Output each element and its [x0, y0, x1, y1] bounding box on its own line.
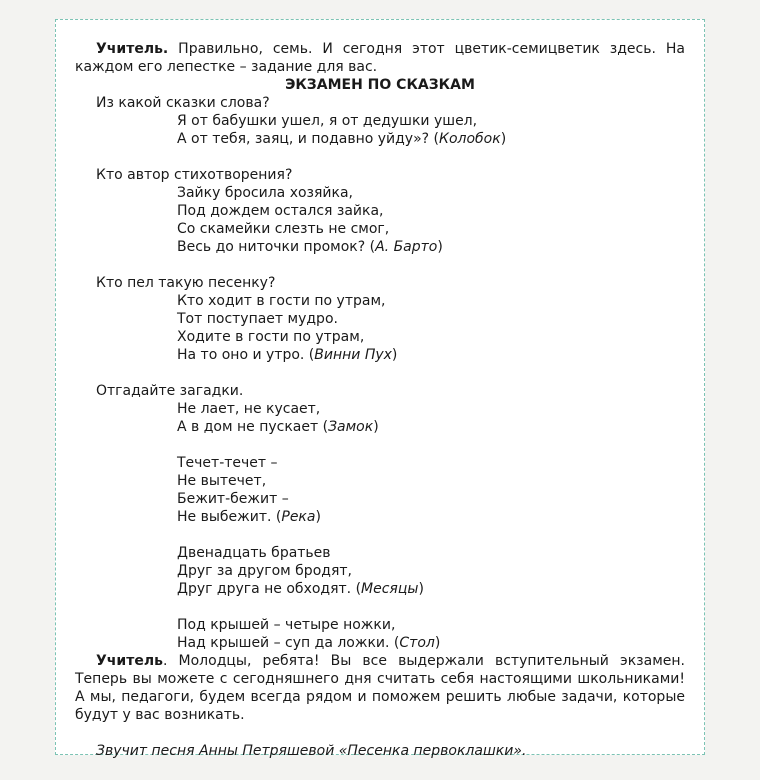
poem-line: Под дождем остался зайка, — [177, 203, 384, 219]
poem-line: Я от бабушки ушел, я от дедушки ушел, — [177, 113, 478, 129]
riddle-3 — [177, 544, 685, 598]
poem-line-with-answer — [177, 346, 685, 364]
poem-line-with-answer — [177, 634, 685, 652]
poem-line-with-answer — [177, 238, 685, 256]
riddle-answer-4: Стол — [399, 635, 435, 651]
riddle-2 — [177, 454, 685, 526]
question-3: Кто пел такую песенку? — [96, 275, 276, 291]
spacer — [75, 436, 685, 454]
intro-speaker: Учитель. — [96, 41, 169, 57]
question-1: Из какой сказки слова? — [96, 95, 270, 111]
poem-line-with-answer — [177, 130, 685, 148]
poem-line: Ходите в гости по утрам, — [177, 329, 365, 345]
poem-line-with-answer — [177, 418, 685, 436]
riddle-answer-3: Месяцы — [361, 581, 419, 597]
spacer — [75, 526, 685, 544]
answer-close: ) — [434, 635, 441, 651]
intro-text: Правильно, семь. И сегодня этот цветик-семицветик здесь. На каждом его лепестке – задание для вас. — [75, 41, 685, 75]
answer-close: ) — [418, 581, 424, 597]
poem-line-text: А в дом не пускает ( — [177, 419, 329, 435]
riddle-4 — [177, 616, 685, 652]
answer-close: ) — [437, 239, 443, 255]
poem-line-text: Над крышей – суп да ложки. ( — [177, 635, 400, 651]
poem-line: Друг за другом бродят, — [177, 563, 352, 579]
document-content — [75, 40, 685, 760]
poem-line-text: Друг друга не обходят. ( — [177, 581, 362, 597]
spacer — [75, 724, 685, 742]
poem-line: Кто ходит в гости по утрам, — [177, 293, 386, 309]
spacer — [75, 598, 685, 616]
poem-2 — [177, 184, 685, 256]
answer-close: ) — [391, 347, 398, 363]
poem-line-text: А от тебя, заяц, и подавно уйду»? ( — [177, 131, 440, 147]
poem-line: Под крышей – четыре ножки, — [177, 617, 396, 633]
poem-line: Зайку бросила хозяйка, — [177, 185, 354, 201]
poem-line: Со скамейки слезть не смог, — [177, 221, 390, 237]
closing-remark: Звучит песня Анны Петряшевой «Песенка первоклашки». — [96, 743, 527, 759]
poem-line-text: Весь до ниточки промок? ( — [177, 239, 376, 255]
poem-line: Двенадцать братьев — [177, 545, 331, 561]
poem-line: Не вытечет, — [177, 473, 267, 489]
riddle-1 — [177, 400, 685, 436]
answer-3: Винни Пух — [314, 347, 392, 363]
poem-line-text: Не выбежит. ( — [177, 509, 282, 525]
poem-line: Бежит-бежит – — [177, 491, 289, 507]
poem-line-text: На то оно и утро. ( — [177, 347, 315, 363]
poem-line: Течет-течет – — [177, 455, 278, 471]
question-2: Кто автор стихотворения? — [96, 167, 293, 183]
riddle-answer-2: Река — [281, 509, 316, 525]
answer-2: А. Барто — [375, 239, 438, 255]
riddles-heading: Отгадайте загадки. — [96, 383, 244, 399]
answer-close: ) — [500, 131, 507, 147]
spacer — [75, 148, 685, 166]
outro-text: . Молодцы, ребята! Вы все выдержали вступительный экзамен. Теперь вы можете с сегодняшнего дня считать себя настоящими школьниками! А мы, педагоги, будем всегда рядом и поможем решить любые задачи, которые будут у вас возникать. — [75, 653, 685, 723]
poem-3 — [177, 292, 685, 364]
document-page — [55, 19, 705, 759]
answer-close: ) — [373, 419, 379, 435]
poem-line: Тот поступает мудро. — [177, 311, 338, 327]
poem-1 — [177, 112, 685, 148]
answer-close: ) — [315, 509, 321, 525]
spacer — [75, 256, 685, 274]
outro-paragraph — [75, 652, 685, 724]
riddle-answer-1: Замок — [328, 419, 374, 435]
poem-line-with-answer — [177, 580, 685, 598]
poem-line: Не лает, не кусает, — [177, 401, 321, 417]
intro-paragraph — [75, 40, 685, 76]
spacer — [75, 364, 685, 382]
poem-line-with-answer — [177, 508, 685, 526]
answer-1: Колобок — [439, 131, 501, 147]
outro-speaker: Учитель — [96, 653, 163, 669]
section-title: ЭКЗАМЕН ПО СКАЗКАМ — [285, 77, 475, 93]
